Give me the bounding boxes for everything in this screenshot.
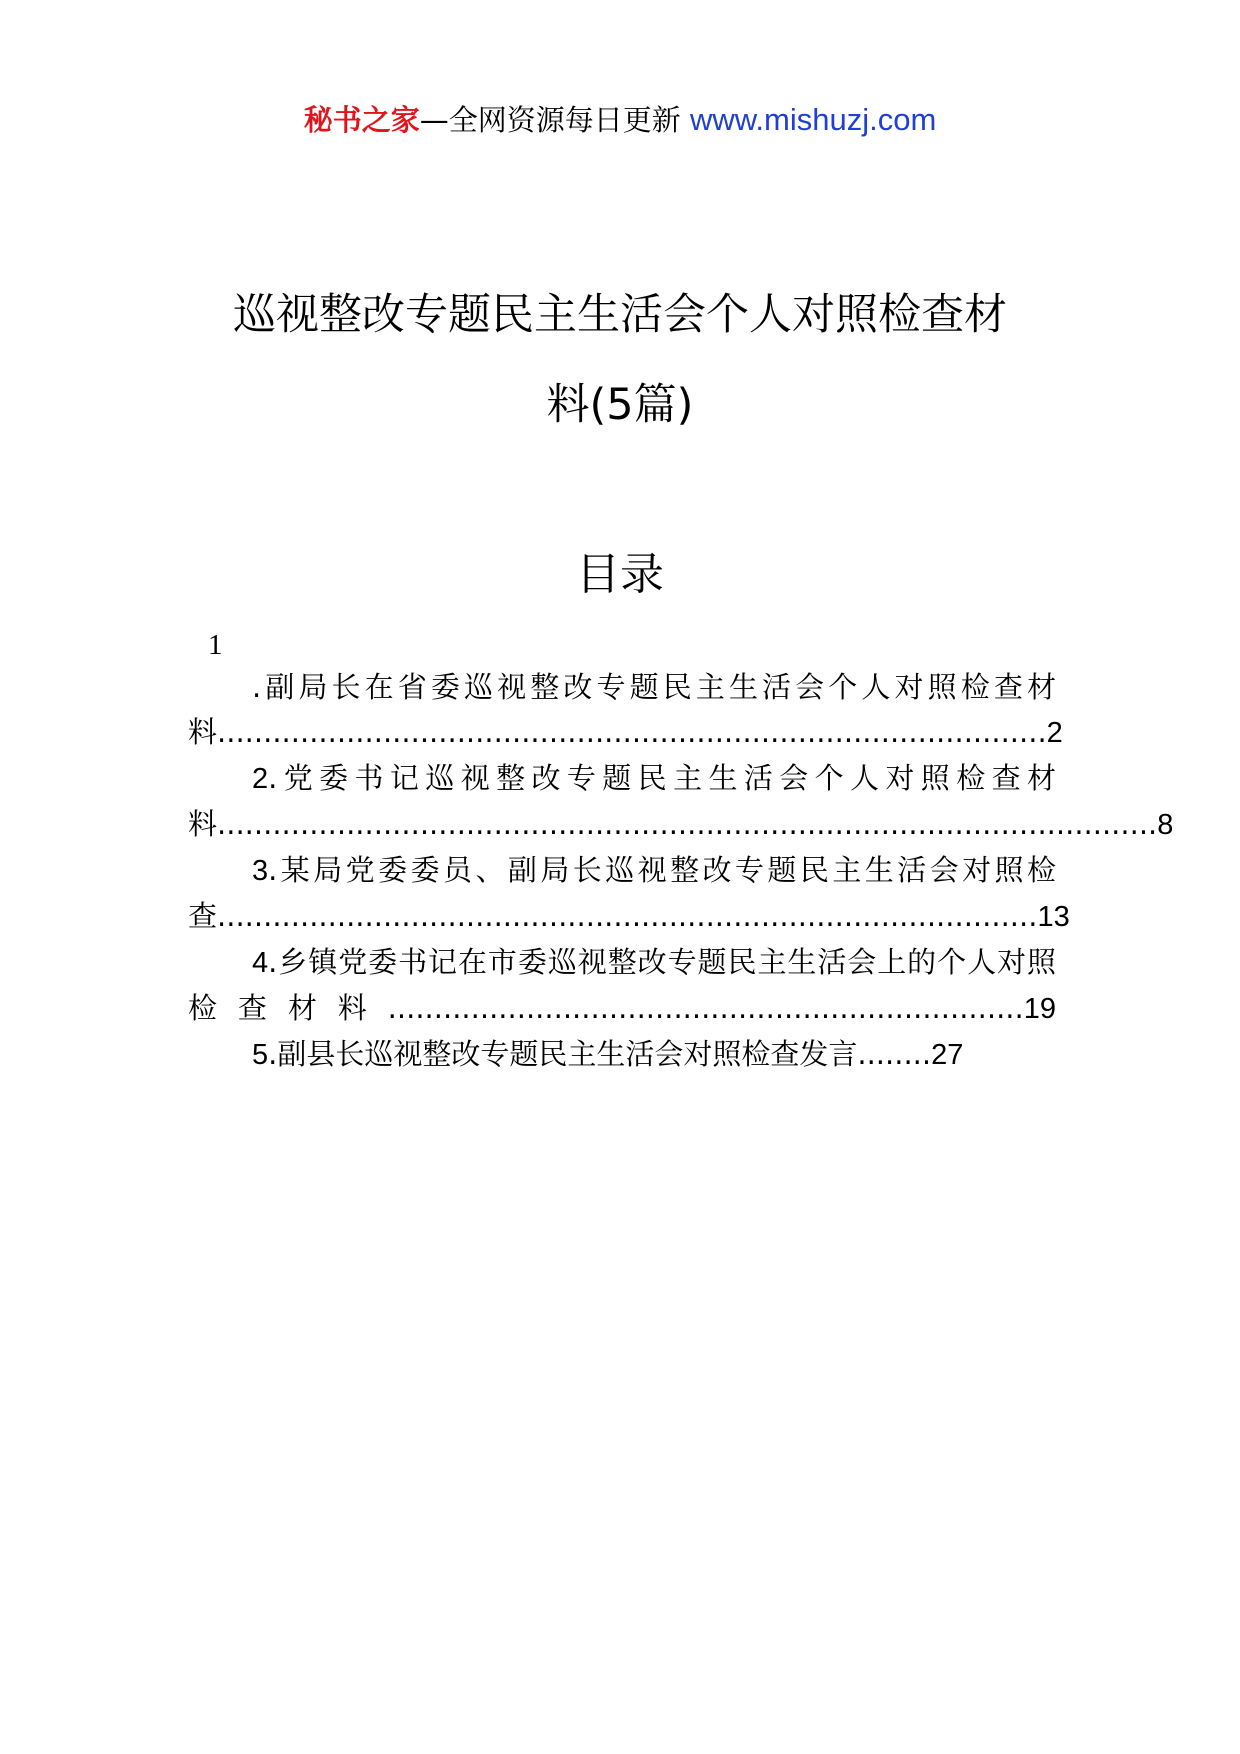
- toc-entry-3-title-b: 检查: [188, 853, 1056, 933]
- toc-entry-1-title-a: .副局长在省委巡视整改专题民主生活会个人对照检查: [252, 670, 1027, 704]
- toc-entry-2-number: 2: [252, 763, 269, 795]
- toc-entry-5-page: 27: [931, 1039, 964, 1071]
- toc-entry-1-page: 2: [1046, 717, 1063, 749]
- site-banner: [0, 100, 1240, 140]
- toc-entry-1-title-b: 材料: [188, 670, 1056, 749]
- toc-entry-4-title-a: .乡镇党委书记在市委巡视整改专题民主生活会上的个: [268, 945, 968, 979]
- toc-entry-5-title-a: .副县长巡视整改专题民主生活会对照检查发言: [268, 1037, 858, 1071]
- document-title-line-2: 料(5篇): [546, 380, 694, 430]
- toc-entry-2-title-a: .党委书记巡视整改专题民主生活会个人对照检查材料: [188, 761, 1056, 841]
- toc-entry-3-title-a: .某局党委委员、副局长巡视整改专题民主生活会对照: [268, 853, 1027, 887]
- toc-entry-5-leader: ........: [857, 1037, 932, 1071]
- brand-name: 秘书之家: [303, 103, 420, 137]
- toc-entry-3-leader: .........................................................................................: [217, 899, 1038, 933]
- banner-tagline: —全网资源每日更新: [419, 103, 681, 137]
- toc-entry-4-title-b: 人对照检查材料: [188, 945, 1056, 1025]
- toc-entry-2-page: 8: [1157, 809, 1174, 841]
- document-title: [200, 270, 1040, 450]
- toc-entry-1-number: 1: [208, 629, 223, 661]
- toc-entry-1[interactable]: [188, 665, 1063, 756]
- toc-heading: 目录: [576, 549, 664, 600]
- toc-entry-2-leader: ......................................................................................................: [217, 807, 1158, 841]
- site-url-link[interactable]: www.mishuzj.com: [689, 102, 937, 137]
- toc-entry-1-leader: ..........................................................................................: [217, 715, 1047, 749]
- toc-entry-4-page: 19: [1023, 993, 1056, 1025]
- toc-entry-5-number: 5: [252, 1039, 269, 1071]
- toc-entry-4-leader: .....................................................................: [387, 991, 1024, 1025]
- toc-entry-5[interactable]: [188, 1032, 1056, 1078]
- toc-entry-4-number: 4: [252, 947, 269, 979]
- toc-entry-3-number: 3: [252, 855, 269, 887]
- toc-entry-3[interactable]: [188, 848, 1070, 940]
- table-of-contents: [188, 625, 1174, 1078]
- toc-entry-4[interactable]: [188, 940, 1056, 1032]
- toc-entry-3-page: 13: [1037, 901, 1070, 933]
- toc-entry-2[interactable]: [188, 756, 1174, 848]
- document-title-line-1: 巡视整改专题民主生活会个人对照检查材: [233, 290, 1007, 340]
